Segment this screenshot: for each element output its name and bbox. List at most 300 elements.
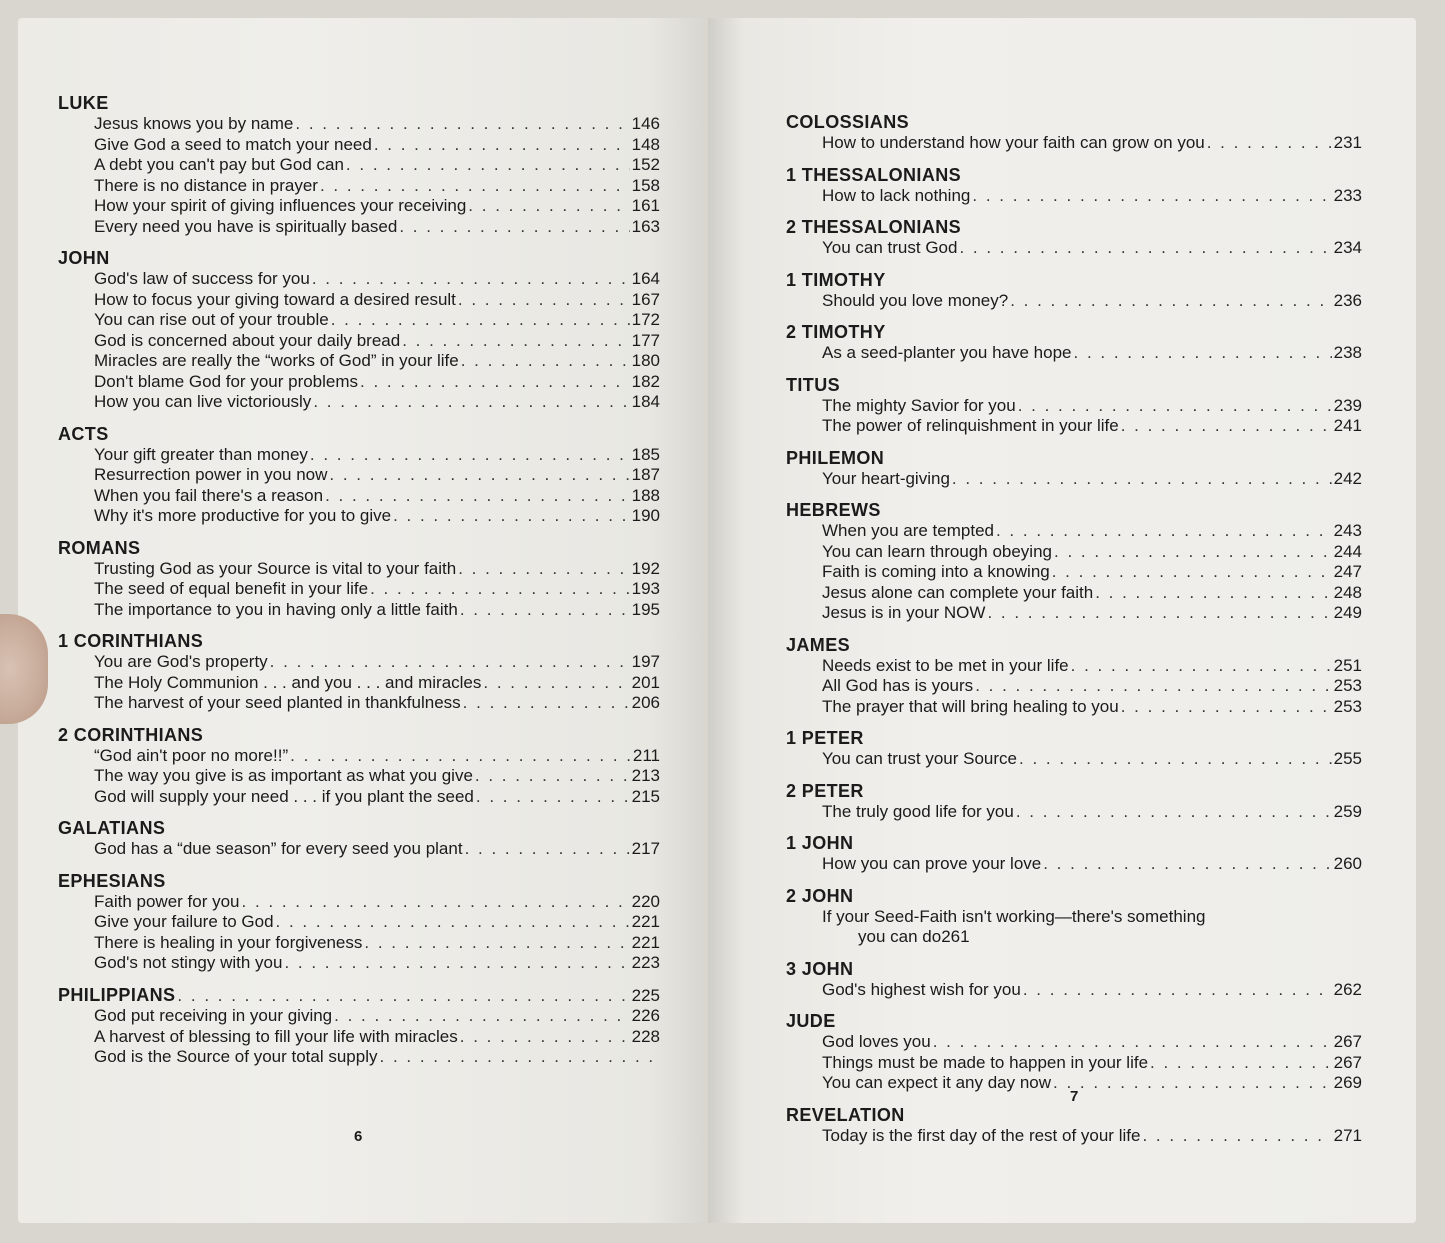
book-section — [58, 537, 660, 621]
page-ref: 215 — [631, 786, 660, 806]
book-heading — [58, 537, 660, 559]
contents-entry — [58, 892, 660, 913]
page-ref: 236 — [1333, 290, 1362, 310]
entry-title: There is healing in your forgiveness — [94, 932, 363, 952]
book-section — [58, 724, 660, 808]
entry-title: A debt you can't pay but God can — [94, 155, 344, 174]
contents-entry — [58, 1047, 660, 1068]
book-heading — [786, 216, 1362, 238]
contents-entry — [58, 787, 660, 808]
book-title: 2 TIMOTHY — [786, 322, 886, 342]
leader-dots — [952, 469, 1332, 490]
leader-dots — [987, 603, 1331, 624]
page-ref: 197 — [631, 652, 660, 671]
leader-dots — [399, 217, 629, 238]
page-ref: 242 — [1333, 468, 1362, 488]
page-ref: 190 — [631, 506, 660, 525]
book-title: COLOSSIANS — [786, 112, 910, 132]
book-section — [786, 634, 1362, 718]
leader-dots — [1054, 542, 1332, 563]
entry-title: You can rise out of your trouble — [94, 310, 329, 329]
page-ref: 164 — [631, 269, 660, 288]
entry-title: A harvest of blessing to fill your life with miracles — [94, 1026, 458, 1046]
contents-entry — [786, 802, 1362, 823]
contents-entry — [58, 839, 660, 860]
contents-entry — [786, 749, 1362, 770]
contents-entry — [786, 396, 1362, 417]
entry-title: Why it's more productive for you to give — [94, 506, 392, 525]
leader-dots — [313, 392, 629, 413]
entry-title: Every need you have is spiritually based — [94, 216, 398, 236]
book-heading — [786, 634, 1362, 656]
book-section — [786, 958, 1362, 1001]
book-section — [786, 832, 1362, 875]
entry-title: “God ain't poor no more!!” — [94, 745, 289, 765]
page-ref: 217 — [631, 839, 660, 858]
leader-dots — [1016, 802, 1332, 823]
contents-entry — [58, 269, 660, 290]
contents-entry — [786, 416, 1362, 437]
book-heading — [786, 374, 1362, 396]
book-title: 1 JOHN — [786, 833, 854, 853]
contents-entry — [58, 465, 660, 486]
book-section — [58, 630, 660, 714]
contents-entry — [786, 542, 1362, 563]
book-title: PHILEMON — [786, 447, 885, 468]
book-section — [58, 423, 660, 527]
leader-dots — [475, 766, 630, 787]
entry-title: Jesus is in your NOW — [822, 603, 986, 622]
book-heading — [786, 111, 1362, 133]
book-heading — [786, 164, 1362, 186]
entry-title: God is the Source of your total supply — [94, 1047, 378, 1066]
entry-title: The importance to you in having only a little faith — [94, 599, 458, 619]
page-ref: 249 — [1333, 603, 1362, 622]
leader-dots — [1121, 697, 1332, 718]
entry-title: The mighty Savior for you — [822, 395, 1016, 415]
contents-entry — [58, 486, 660, 507]
book-heading — [58, 984, 660, 1007]
page-ref: 195 — [631, 599, 660, 619]
entry-title: Trusting God as your Source is vital to your faith — [94, 558, 457, 578]
leader-dots — [320, 176, 630, 197]
leader-dots — [1071, 656, 1332, 677]
entry-title: You can trust God — [822, 238, 958, 257]
leader-dots — [284, 953, 629, 974]
book-section — [58, 817, 660, 860]
page-ref: 238 — [1333, 343, 1362, 362]
leader-dots — [370, 579, 630, 600]
page-ref: 262 — [1333, 979, 1362, 999]
leader-dots — [295, 114, 629, 135]
leader-dots — [460, 1027, 630, 1048]
entry-title-continued — [822, 927, 1362, 948]
entry-title: How you can live victoriously — [94, 392, 312, 411]
leader-dots — [476, 787, 630, 808]
page-ref: 182 — [631, 371, 660, 391]
book-section — [786, 374, 1362, 437]
page-ref: 243 — [1333, 521, 1362, 540]
leader-dots — [270, 652, 630, 673]
contents-entry — [786, 907, 1362, 948]
book-title: JAMES — [786, 634, 851, 655]
entry-title: All God has is yours — [822, 676, 974, 695]
page-ref: 228 — [631, 1026, 660, 1046]
page-ref: 247 — [1333, 562, 1362, 581]
leader-dots — [380, 1047, 659, 1068]
contents-entry — [58, 176, 660, 197]
contents-entry — [58, 155, 660, 176]
book-title: JOHN — [58, 248, 110, 268]
entry-title: Miracles are really the “works of God” in your life — [94, 351, 459, 370]
contents-entry — [58, 1006, 660, 1027]
leader-dots — [972, 186, 1331, 207]
leader-dots — [290, 746, 631, 767]
page-ref: 233 — [1333, 185, 1362, 205]
page-ref: 201 — [631, 672, 660, 692]
entry-title: Give God a seed to match your need — [94, 134, 372, 154]
entry-title: There is no distance in prayer — [94, 175, 318, 195]
contents-entry — [58, 392, 660, 413]
book-title: JUDE — [786, 1011, 836, 1031]
entry-title: The harvest of your seed planted in thankfulness — [94, 693, 461, 712]
leader-dots — [468, 196, 629, 217]
entry-title: Faith is coming into a knowing — [822, 562, 1050, 581]
entry-title: God put receiving in your giving — [94, 1006, 333, 1025]
book-section — [786, 885, 1362, 948]
entry-title: Needs exist to be met in your life — [822, 655, 1069, 675]
book-heading — [786, 1104, 1362, 1126]
entry-title: You can expect it any day now — [822, 1073, 1052, 1092]
leader-dots — [310, 445, 630, 466]
contents-entry — [786, 469, 1362, 490]
book-title: 1 TIMOTHY — [786, 269, 886, 290]
page-ref: 184 — [631, 392, 660, 411]
book-title: LUKE — [58, 93, 109, 113]
entry-title: God loves you — [822, 1032, 931, 1051]
book-heading — [786, 958, 1362, 980]
contents-entry — [58, 953, 660, 974]
contents-entry — [786, 521, 1362, 542]
contents-entry — [58, 1027, 660, 1048]
page-ref: 271 — [1333, 1125, 1362, 1145]
book-heading — [786, 832, 1362, 854]
book-title: 2 JOHN — [786, 885, 854, 906]
page-ref: 267 — [1333, 1032, 1362, 1051]
book-heading — [58, 724, 660, 746]
entry-title: Things must be made to happen in your life — [822, 1052, 1149, 1072]
page-ref: 193 — [631, 579, 660, 598]
book-section — [58, 92, 660, 237]
page-ref: 187 — [631, 465, 660, 484]
contents-entry — [58, 912, 660, 933]
leader-dots — [483, 673, 629, 694]
contents-entry — [786, 343, 1362, 364]
contents-entry — [786, 603, 1362, 624]
contents-entry — [58, 217, 660, 238]
contents-entry — [58, 114, 660, 135]
book-heading — [786, 447, 1362, 469]
book-title: 2 THESSALONIANS — [786, 217, 962, 237]
entry-title: How your spirit of giving influences your receiving — [94, 196, 467, 215]
entry-title: God will supply your need . . . if you plant the seed — [94, 786, 474, 806]
page-ref: 269 — [1333, 1073, 1362, 1092]
page-ref: 239 — [1333, 395, 1362, 415]
book-heading — [58, 630, 660, 652]
leader-dots — [1023, 980, 1332, 1001]
contents-entry — [58, 290, 660, 311]
leader-dots — [463, 693, 630, 714]
leader-dots — [1043, 854, 1331, 875]
contents-entry — [58, 135, 660, 156]
leader-dots — [1121, 416, 1332, 437]
entry-title: Your gift greater than money — [94, 444, 308, 464]
book-title: ACTS — [58, 423, 109, 444]
contents-entry — [58, 579, 660, 600]
page-ref: 255 — [1333, 749, 1362, 768]
entry-title: Don't blame God for your problems — [94, 371, 359, 391]
right-page — [708, 18, 1416, 1223]
page-ref: 261 — [941, 927, 970, 946]
book-section — [786, 321, 1362, 364]
book-title: 1 CORINTHIANS — [58, 631, 204, 651]
leader-dots — [1150, 1053, 1332, 1074]
page-ref: 253 — [1333, 676, 1362, 695]
leader-dots — [933, 1032, 1332, 1053]
page-ref: 253 — [1333, 696, 1362, 716]
contents-entry — [58, 310, 660, 331]
book-section — [786, 269, 1362, 312]
entry-title: Jesus knows you by name — [94, 114, 294, 133]
contents-column-right — [786, 111, 1362, 1156]
page-ref: 259 — [1333, 801, 1362, 821]
leader-dots — [1095, 583, 1331, 604]
page-ref: 244 — [1333, 541, 1362, 561]
entry-title: How to understand how your faith can grow on you — [822, 133, 1205, 152]
entry-title: God's not stingy with you — [94, 953, 283, 972]
contents-entry — [58, 372, 660, 393]
entry-title: Resurrection power in you now — [94, 465, 328, 484]
contents-entry — [58, 652, 660, 673]
contents-entry — [786, 697, 1362, 718]
book-title: TITUS — [786, 374, 840, 395]
book-title: REVELATION — [786, 1104, 905, 1125]
book-title: EPHESIANS — [58, 870, 166, 891]
entry-title: You are God's property — [94, 652, 268, 671]
entry-title: How you can prove your love — [822, 854, 1042, 873]
page-ref: 248 — [1333, 582, 1362, 602]
book-heading — [58, 247, 660, 269]
book-heading — [58, 870, 660, 892]
page-ref: 221 — [631, 932, 660, 952]
contents-entry — [58, 559, 660, 580]
contents-entry — [58, 600, 660, 621]
contents-entry — [786, 583, 1362, 604]
book-section — [786, 727, 1362, 770]
book-heading — [786, 885, 1362, 907]
entry-title: You can trust your Source — [822, 749, 1017, 768]
contents-column-left — [58, 92, 660, 1078]
book-heading — [786, 499, 1362, 521]
leader-dots — [329, 465, 629, 486]
leader-dots — [458, 290, 630, 311]
leader-dots — [331, 310, 630, 331]
leader-dots — [374, 135, 630, 156]
leader-dots — [460, 600, 630, 621]
entry-title: The power of relinquishment in your life — [822, 416, 1119, 435]
entry-title: Jesus alone can complete your faith — [822, 582, 1094, 602]
leader-dots — [325, 486, 630, 507]
contents-entry — [58, 351, 660, 372]
leader-dots — [458, 559, 629, 580]
entry-title: If your Seed-Faith isn't working—there's something — [822, 906, 1206, 926]
entry-title: The prayer that will bring healing to you — [822, 696, 1119, 716]
page-ref: 225 — [631, 985, 660, 1005]
leader-dots — [312, 269, 630, 290]
book-title: 2 CORINTHIANS — [58, 724, 204, 745]
page-ref: 158 — [631, 175, 660, 195]
page-ref: 161 — [631, 196, 660, 215]
contents-entry — [786, 133, 1362, 154]
contents-entry — [786, 238, 1362, 259]
leader-dots — [1010, 291, 1331, 312]
book-title: 2 PETER — [786, 780, 864, 801]
leader-dots — [1207, 133, 1332, 154]
page-number: 6 — [354, 1128, 363, 1145]
page-ref: 192 — [631, 558, 660, 578]
page-ref: 180 — [631, 351, 660, 370]
page-ref: 220 — [631, 891, 660, 911]
page-ref: 163 — [631, 216, 660, 236]
entry-title: Your heart-giving — [822, 468, 950, 488]
entry-title: As a seed-planter you have hope — [822, 343, 1072, 362]
entry-title-line2: you can do — [858, 927, 942, 946]
book-heading — [58, 817, 660, 839]
page-ref: 188 — [631, 485, 660, 505]
leader-dots — [959, 238, 1331, 259]
leader-dots — [276, 912, 630, 933]
contents-entry — [786, 562, 1362, 583]
page-ref: 167 — [631, 289, 660, 309]
leader-dots — [975, 676, 1331, 697]
leader-dots — [1074, 343, 1332, 364]
leader-dots — [1142, 1126, 1331, 1147]
page-ref: 146 — [631, 114, 660, 133]
book-section — [786, 1010, 1362, 1094]
page-ref: 152 — [631, 155, 660, 174]
book-title: 1 PETER — [786, 728, 864, 748]
contents-entry — [58, 766, 660, 787]
leader-dots — [393, 506, 630, 527]
entry-title: God is concerned about your daily bread — [94, 330, 401, 350]
contents-entry — [58, 196, 660, 217]
book-title: 3 JOHN — [786, 958, 854, 979]
leader-dots — [996, 521, 1332, 542]
contents-entry — [786, 1032, 1362, 1053]
book-section — [58, 870, 660, 974]
contents-entry — [786, 676, 1362, 697]
book-heading — [786, 727, 1362, 749]
leader-dots — [1052, 562, 1332, 583]
entry-title: Give your failure to God — [94, 912, 274, 931]
page-ref: 148 — [631, 134, 660, 154]
contents-entry — [58, 746, 660, 767]
entry-title: The Holy Communion . . . and you . . . and miracles — [94, 672, 482, 692]
page-ref: 226 — [631, 1006, 660, 1025]
contents-entry — [786, 291, 1362, 312]
book-heading — [786, 780, 1362, 802]
book-title: GALATIANS — [58, 818, 166, 838]
book-section — [786, 447, 1362, 490]
entry-title: When you are tempted — [822, 521, 994, 540]
page-ref: 231 — [1333, 133, 1362, 152]
entry-title: Today is the first day of the rest of your life — [822, 1125, 1141, 1145]
book-section — [786, 499, 1362, 624]
book-heading — [786, 269, 1362, 291]
entry-title: How to lack nothing — [822, 185, 971, 205]
entry-title: God's highest wish for you — [822, 979, 1021, 999]
leader-dots — [402, 331, 629, 352]
entry-title: The truly good life for you — [822, 801, 1014, 821]
entry-title: God has a “due season” for every seed you plant — [94, 839, 463, 858]
leader-dots — [360, 372, 630, 393]
page-ref: 221 — [631, 912, 660, 931]
entry-title: Faith power for you — [94, 891, 240, 911]
page-ref: 223 — [631, 953, 660, 972]
contents-entry — [58, 506, 660, 527]
entry-title: God's law of success for you — [94, 269, 310, 288]
book-section — [786, 111, 1362, 154]
book-section — [786, 216, 1362, 259]
leader-dots — [1018, 396, 1332, 417]
page-ref: 172 — [631, 310, 660, 329]
entry-title: Should you love money? — [822, 290, 1009, 310]
contents-entry — [58, 933, 660, 954]
contents-entry — [58, 693, 660, 714]
book-heading — [786, 321, 1362, 343]
leader-dots — [177, 986, 629, 1007]
book-heading — [58, 423, 660, 445]
leader-dots — [461, 351, 630, 372]
book-section — [58, 984, 660, 1068]
page-ref: 213 — [631, 766, 660, 785]
book-title: ROMANS — [58, 537, 141, 558]
page-ref: 251 — [1333, 655, 1362, 675]
entry-title: The seed of equal benefit in your life — [94, 579, 369, 598]
book-section — [786, 780, 1362, 823]
entry-title: The way you give is as important as what you give — [94, 766, 473, 785]
leader-dots — [465, 839, 630, 860]
book-section — [58, 247, 660, 413]
page-ref: 260 — [1333, 854, 1362, 873]
left-page — [18, 18, 704, 1223]
page-ref: 267 — [1333, 1052, 1362, 1072]
contents-entry — [786, 980, 1362, 1001]
page-ref: 241 — [1333, 416, 1362, 435]
leader-dots — [346, 155, 630, 176]
entry-title: When you fail there's a reason — [94, 485, 324, 505]
book-title: 1 THESSALONIANS — [786, 164, 962, 185]
page-ref: 185 — [631, 444, 660, 464]
contents-entry — [786, 656, 1362, 677]
contents-entry — [58, 445, 660, 466]
entry-title: You can learn through obeying — [822, 541, 1052, 561]
leader-dots — [1053, 1073, 1332, 1094]
leader-dots — [242, 892, 630, 913]
contents-entry — [786, 854, 1362, 875]
page-ref: 206 — [631, 693, 660, 712]
entry-title: How to focus your giving toward a desired result — [94, 289, 456, 309]
